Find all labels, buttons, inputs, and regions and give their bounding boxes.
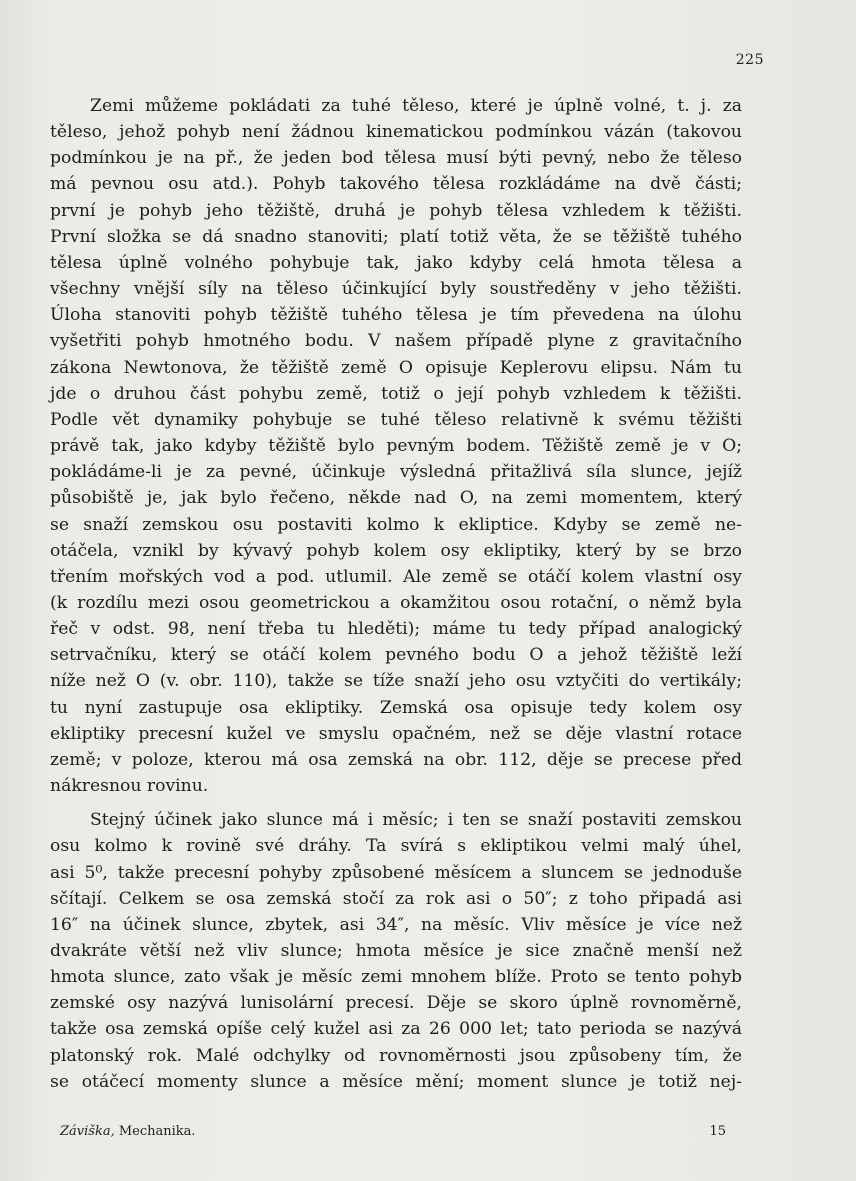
- text-line: podmínkou je na př., že jeden bod tělesa musí býti pevný, nebo že těleso: [50, 148, 742, 169]
- text-line: nákresnou rovinu.: [50, 776, 209, 797]
- text-line: níže než O (v. obr. 110), takže se tíže snaží jeho osu vztyčiti do vertikály;: [50, 671, 742, 692]
- footer-title: Mechanika.: [118, 1124, 196, 1139]
- text-line: dvakráte větší než vliv slunce; hmota měsíce je sice značně menší než: [50, 941, 742, 961]
- text-line: země; v poloze, kterou má osa zemská na obr. 112, děje se precese před: [50, 749, 742, 770]
- text-line: Úloha stanoviti pohyb těžiště tuhého tělesa je tím převedena na úlohu: [50, 305, 742, 326]
- text-line: má pevnou osu atd.). Pohyb takového tělesa rozkládáme na dvě části;: [50, 174, 742, 195]
- text-line: sčítají. Celkem se osa zemská stočí za rok asi o 50″; z toho připadá asi: [50, 888, 742, 909]
- text-line: hmota slunce, zato však je měsíc zemi mnohem blíže. Proto se tento pohyb: [50, 967, 742, 988]
- text-line: první je pohyb jeho těžiště, druhá je pohyb tělesa vzhledem k těžišti.: [50, 200, 742, 221]
- text-line: právě tak, jako kdyby těžiště bylo pevným bodem. Těžiště země je v O;: [50, 436, 742, 457]
- text-line: ekliptiky precesní kužel ve smyslu opačném, než se děje vlastní rotace: [50, 723, 742, 744]
- body-text: [50, 93, 742, 1095]
- text-line: (k rozdílu mezi osou geometrickou a okamžitou osou rotační, o němž byla: [50, 592, 742, 613]
- text-line: těleso, jehož pohyb není žádnou kinematickou podmínkou vázán (takovou: [50, 122, 742, 143]
- page-number: 225: [735, 52, 764, 68]
- text-line: asi 5⁰, takže precesní pohyby způsobené měsícem a sluncem se jednoduše: [50, 862, 742, 883]
- footer-signature: 15: [709, 1124, 726, 1139]
- text-line: otáčela, vznikl by kývavý pohyb kolem osy ekliptiky, který by se brzo: [50, 540, 742, 561]
- text-line: se otáčecí momenty slunce a měsíce mění; moment slunce je totiž nej-: [50, 1071, 742, 1092]
- text-line: Zemi můžeme pokládati za tuhé těleso, které je úplně volné, t. j. za: [90, 96, 742, 116]
- footer-author: Záviška,: [60, 1124, 115, 1139]
- text-line: takže osa zemská opíše celý kužel asi za 26 000 let; tato perioda se nazývá: [50, 1019, 742, 1040]
- paragraph-1: [50, 93, 742, 799]
- paragraph-2: [50, 807, 742, 1095]
- text-line: 16″ na účinek slunce, zbytek, asi 34″, na měsíc. Vliv měsíce je více než: [50, 914, 742, 935]
- text-line: tu nyní zastupuje osa ekliptiky. Zemská osa opisuje tedy kolem osy: [50, 697, 742, 718]
- text-line: platonský rok. Malé odchylky od rovnoměrnosti jsou způsobeny tím, že: [50, 1045, 742, 1066]
- text-line: osu kolmo k rovině své dráhy. Ta svírá s ekliptikou velmi malý úhel,: [50, 836, 742, 857]
- text-line: tělesa úplně volného pohybuje tak, jako kdyby celá hmota tělesa a: [50, 252, 742, 273]
- text-line: řeč v odst. 98, není třeba tu hleděti); máme tu tedy případ analogický: [50, 619, 742, 640]
- text-line: zákona Newtonova, že těžiště země O opisuje Keplerovu elipsu. Nám tu: [50, 357, 742, 378]
- text-line: se snaží zemskou osu postaviti kolmo k ekliptice. Kdyby se země ne-: [50, 514, 742, 535]
- text-line: Stejný účinek jako slunce má i měsíc; i ten se snaží postaviti zemskou: [90, 810, 742, 831]
- text-line: vyšetřiti pohyb hmotného bodu. V našem případě plyne z gravitačního: [50, 331, 742, 352]
- text-line: působiště je, jak bylo řečeno, někde nad O, na zemi momentem, který: [50, 488, 742, 509]
- text-line: Podle vět dynamiky pohybuje se tuhé těleso relativně k svému těžišti: [50, 409, 742, 430]
- text-line: jde o druhou část pohybu země, totiž o její pohyb vzhledem k těžišti.: [50, 383, 742, 404]
- text-line: První složka se dá snadno stanoviti; platí totiž věta, že se těžiště tuhého: [50, 226, 742, 247]
- page-footer: [60, 1124, 726, 1139]
- text-line: zemské osy nazývá lunisolární precesí. Děje se skoro úplně rovnoměrně,: [50, 993, 742, 1014]
- footer-book-reference: [60, 1124, 196, 1139]
- text-line: setrvačníku, který se otáčí kolem pevného bodu O a jehož těžiště leží: [50, 645, 742, 666]
- text-line: třením mořských vod a pod. utlumil. Ale země se otáčí kolem vlastní osy: [50, 566, 742, 587]
- text-line: pokládáme-li je za pevné, účinkuje výsledná přitažlivá síla slunce, jejíž: [50, 462, 742, 483]
- text-line: všechny vnější síly na těleso účinkující byly soustředěny v jeho těžišti.: [50, 279, 742, 300]
